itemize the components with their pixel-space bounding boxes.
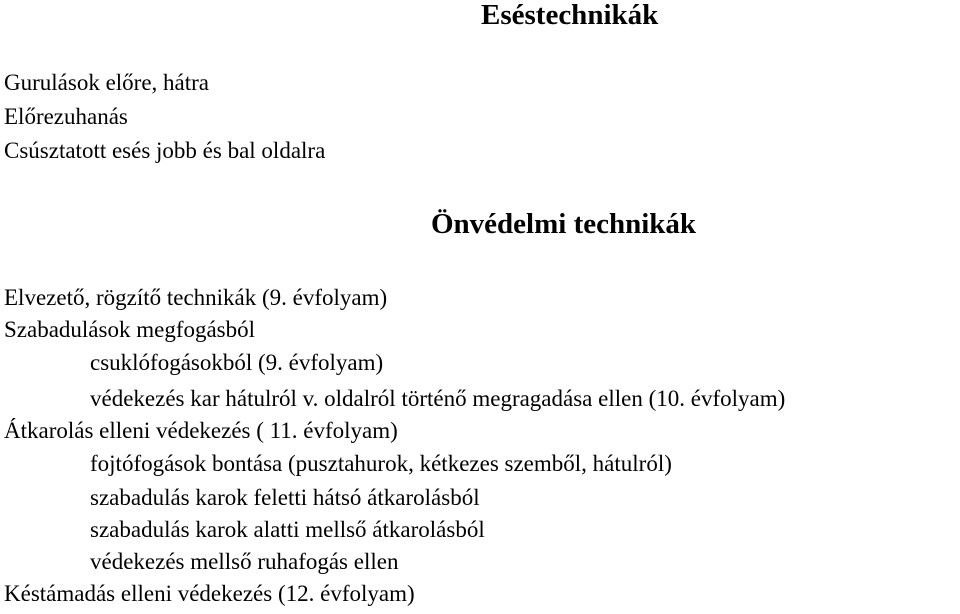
section-title-eses: Eséstechnikák [481, 0, 659, 31]
list-item: Csúsztatott esés jobb és bal oldalra [4, 138, 326, 163]
list-item: Előrezuhanás [4, 104, 128, 129]
list-item: Átkarolás elleni védekezés ( 11. évfolyam) [4, 418, 398, 443]
list-item: védekezés mellső ruhafogás ellen [90, 549, 399, 574]
list-item: Elvezető, rögzítő technikák (9. évfolyam) [4, 285, 388, 310]
section-title-onvedelmi: Önvédelmi technikák [431, 208, 697, 240]
list-item: Késtámadás elleni védekezés (12. évfolyam) [4, 581, 415, 606]
list-item: Szabadulások megfogásból [4, 317, 256, 342]
list-item: csuklófogásokból (9. évfolyam) [90, 350, 384, 375]
list-item: fojtófogások bontása (pusztahurok, kétkezes szemből, hátulról) [90, 451, 672, 476]
list-item: szabadulás karok feletti hátsó átkarolásból [90, 485, 480, 510]
list-item: védekezés kar hátulról v. oldalról történő megragadása ellen (10. évfolyam) [90, 386, 786, 411]
list-item: Gurulások előre, hátra [4, 70, 210, 95]
list-item: szabadulás karok alatti mellső átkarolásból [90, 517, 485, 542]
